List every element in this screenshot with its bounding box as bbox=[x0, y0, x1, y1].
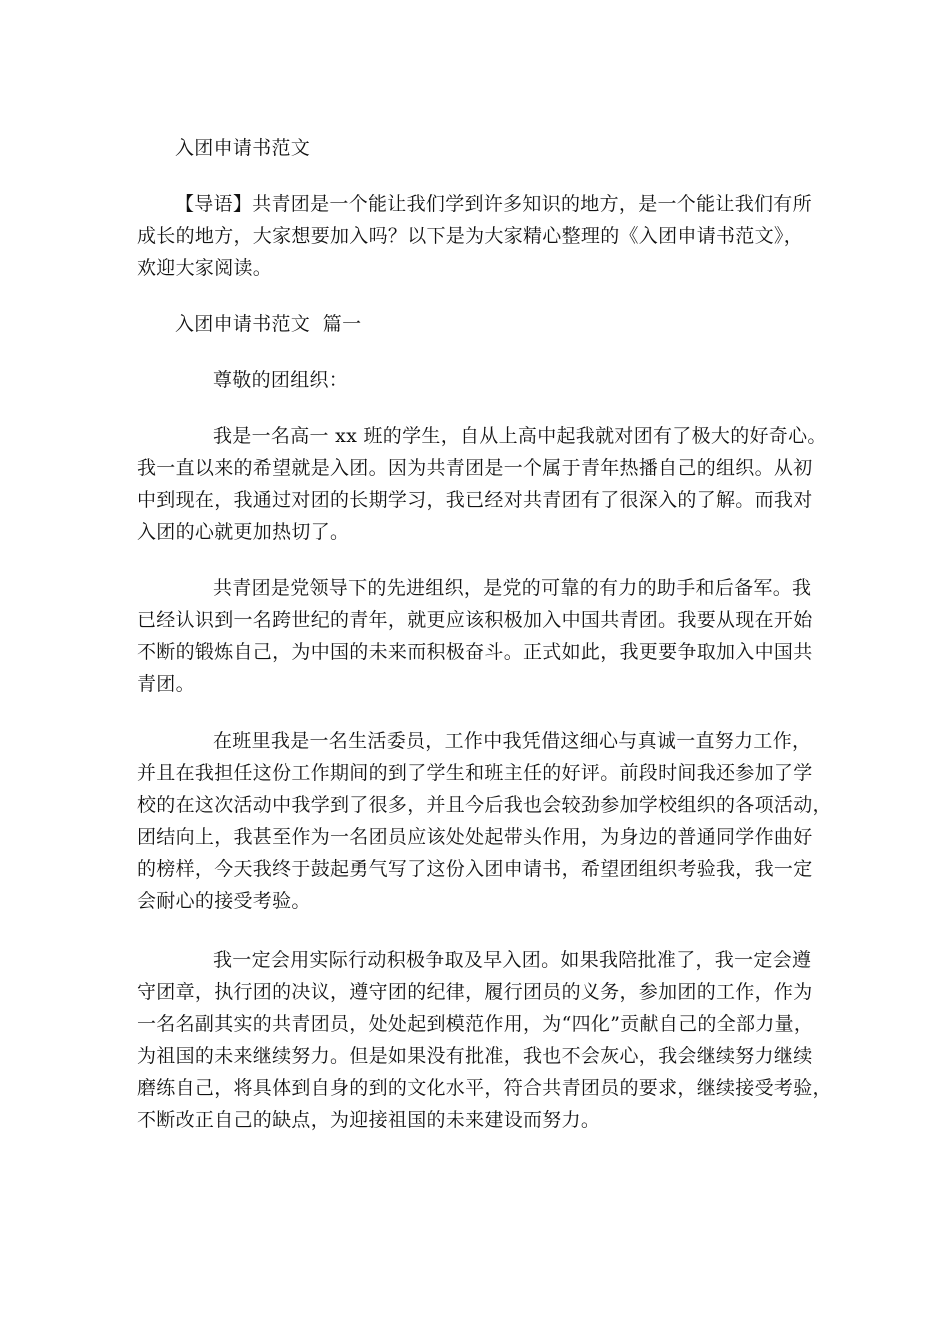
section-heading bbox=[137, 308, 827, 340]
salutation bbox=[137, 364, 827, 396]
paragraph-line: 已经认识到一名跨世纪的青年，就更应该积极加入中国共青团。我要从现在开始 bbox=[137, 609, 813, 631]
paragraph-line: 我一定会用实际行动积极争取及早入团。如果我陪批准了，我一定会遵 bbox=[213, 949, 812, 971]
paragraph-line: 我一直以来的希望就是入团。因为共青团是一个属于青年热播自己的组织。从初 bbox=[137, 457, 813, 479]
section-heading-line: 入团申请书范文 篇一 bbox=[175, 313, 362, 335]
paragraph-line: 为祖国的未来继续努力。但是如果没有批准，我也不会灰心，我会继续努力继续 bbox=[137, 1045, 813, 1067]
paragraph-line: 的榜样，今天我终于鼓起勇气写了这份入团申请书，希望团组织考验我，我一定 bbox=[137, 858, 813, 880]
intro-line: 欢迎大家阅读。 bbox=[137, 257, 273, 279]
intro-line: 【导语】共青团是一个能让我们学到许多知识的地方，是一个能让我们有所 bbox=[175, 193, 812, 215]
paragraph-line: 不断改正自己的缺点，为迎接祖国的未来建设而努力。 bbox=[137, 1109, 601, 1131]
body-paragraph-1 bbox=[137, 420, 827, 548]
paragraph-line: 一名名副其实的共青团员，处处起到模范作用，为“四化”贡献自己的全部力量， bbox=[137, 1013, 814, 1035]
body-paragraph-3 bbox=[137, 725, 832, 917]
body-paragraph-2 bbox=[137, 572, 827, 700]
paragraph-line: 中到现在，我通过对团的长期学习，我已经对共青团有了很深入的了解。而我对 bbox=[137, 489, 813, 511]
document-title bbox=[137, 132, 827, 164]
paragraph-line: 守团章，执行团的决议，遵守团的纪律，履行团员的义务，参加团的工作，作为 bbox=[137, 981, 813, 1003]
body-paragraph-4 bbox=[137, 944, 832, 1136]
paragraph-line: 不断的锻炼自己，为中国的未来而积极奋斗。正式如此，我更要争取加入中国共 bbox=[137, 641, 813, 663]
paragraph-line: 团结向上，我甚至作为一名团员应该处处起带头作用，为身边的普通同学作曲好 bbox=[137, 826, 813, 848]
title-line: 入团申请书范文 bbox=[175, 137, 311, 159]
paragraph-line: 入团的心就更加热切了。 bbox=[137, 521, 350, 543]
paragraph-line: 会耐心的接受考验。 bbox=[137, 890, 311, 912]
paragraph-line: 校的在这次活动中我学到了很多，并且今后我也会较劲参加学校组织的各项活动， bbox=[137, 794, 832, 816]
paragraph-line: 共青团是党领导下的先进组织，是党的可靠的有力的助手和后备军。我 bbox=[213, 577, 812, 599]
paragraph-line: 我是一名高一 xx 班的学生，自从上高中起我就对团有了极大的好奇心。 bbox=[213, 425, 827, 447]
paragraph-line: 青团。 bbox=[137, 673, 195, 695]
paragraph-line: 并且在我担任这份工作期间的到了学生和班主任的好评。前段时间我还参加了学 bbox=[137, 762, 813, 784]
intro-line: 成长的地方，大家想要加入吗？以下是为大家精心整理的《入团申请书范文》， bbox=[137, 225, 804, 247]
paragraph-line: 磨练自己，将具体到自身的到的文化水平，符合共青团员的要求，继续接受考验， bbox=[137, 1077, 832, 1099]
paragraph-line: 在班里我是一名生活委员，工作中我凭借这细心与真诚一直努力工作， bbox=[213, 730, 812, 752]
salutation-line: 尊敬的团组织： bbox=[213, 369, 349, 391]
intro-paragraph bbox=[137, 188, 827, 284]
